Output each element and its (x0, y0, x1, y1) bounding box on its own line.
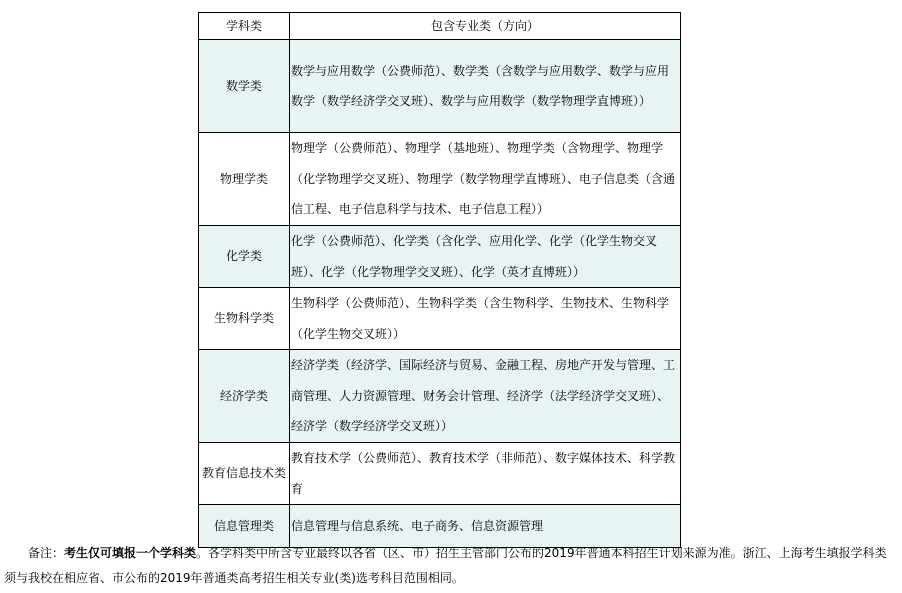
footnote-emphasis: 考生仅可填报一个学科类 (64, 546, 197, 560)
row-category: 数学类 (199, 40, 290, 133)
row-majors: 化学（公费师范）、化学类（含化学、应用化学、化学（化学生物交叉班）、化学（化学物理学交叉班）、化学（英才直博班）） (290, 226, 681, 288)
row-majors: 数学与应用数学（公费师范）、数学类（含数学与应用数学、数学与应用数学（数学经济学交叉班）、数学与应用数学（数学物理学直博班）） (290, 40, 681, 133)
row-majors: 物理学（公费师范）、物理学（基地班）、物理学类（含物理学、物理学（化学物理学交叉班）、物理学（数学物理学直博班）、电子信息类（含通信工程、电子信息科学与技术、电子信息工程）） (290, 133, 681, 226)
header-included-majors: 包含专业类（方向） (290, 13, 681, 40)
footnote-label: 备注： (28, 546, 65, 560)
row-category: 物理学类 (199, 133, 290, 226)
table-header-row (199, 13, 681, 40)
table-row (199, 133, 681, 226)
row-majors: 生物科学（公费师范）、生物科学类（含生物科学、生物技术、生物科学（化学生物交叉班）） (290, 288, 681, 350)
row-majors: 教育技术学（公费师范）、教育技术学（非师范）、数字媒体技术、科学教育 (290, 443, 681, 505)
table-row (199, 350, 681, 443)
table-row (199, 288, 681, 350)
row-category: 经济学类 (199, 350, 290, 443)
table-row (199, 226, 681, 288)
row-category: 化学类 (199, 226, 290, 288)
footnote-text: 。各学科类中所含专业最终以各省（区、市）招生主管部门公布的2019年普通本科招生计划来源为准。浙江、上海考生填报学科类须与我校在相应省、市公布的2019年普通类高考招生相关专业(类)选考科目范围相同。 (4, 546, 887, 585)
row-majors: 信息管理与信息系统、电子商务、信息资源管理 (290, 505, 681, 548)
row-category: 信息管理类 (199, 505, 290, 548)
table-row (199, 443, 681, 505)
subject-category-table (198, 12, 681, 548)
row-category: 生物科学类 (199, 288, 290, 350)
header-subject-category: 学科类 (199, 13, 290, 40)
table-row (199, 40, 681, 133)
footnote (4, 541, 897, 591)
row-majors: 经济学类（经济学、国际经济与贸易、金融工程、房地产开发与管理、工商管理、人力资源管理、财务会计管理、经济学（法学经济学交叉班）、经济学（数学经济学交叉班）） (290, 350, 681, 443)
row-category: 教育信息技术类 (199, 443, 290, 505)
